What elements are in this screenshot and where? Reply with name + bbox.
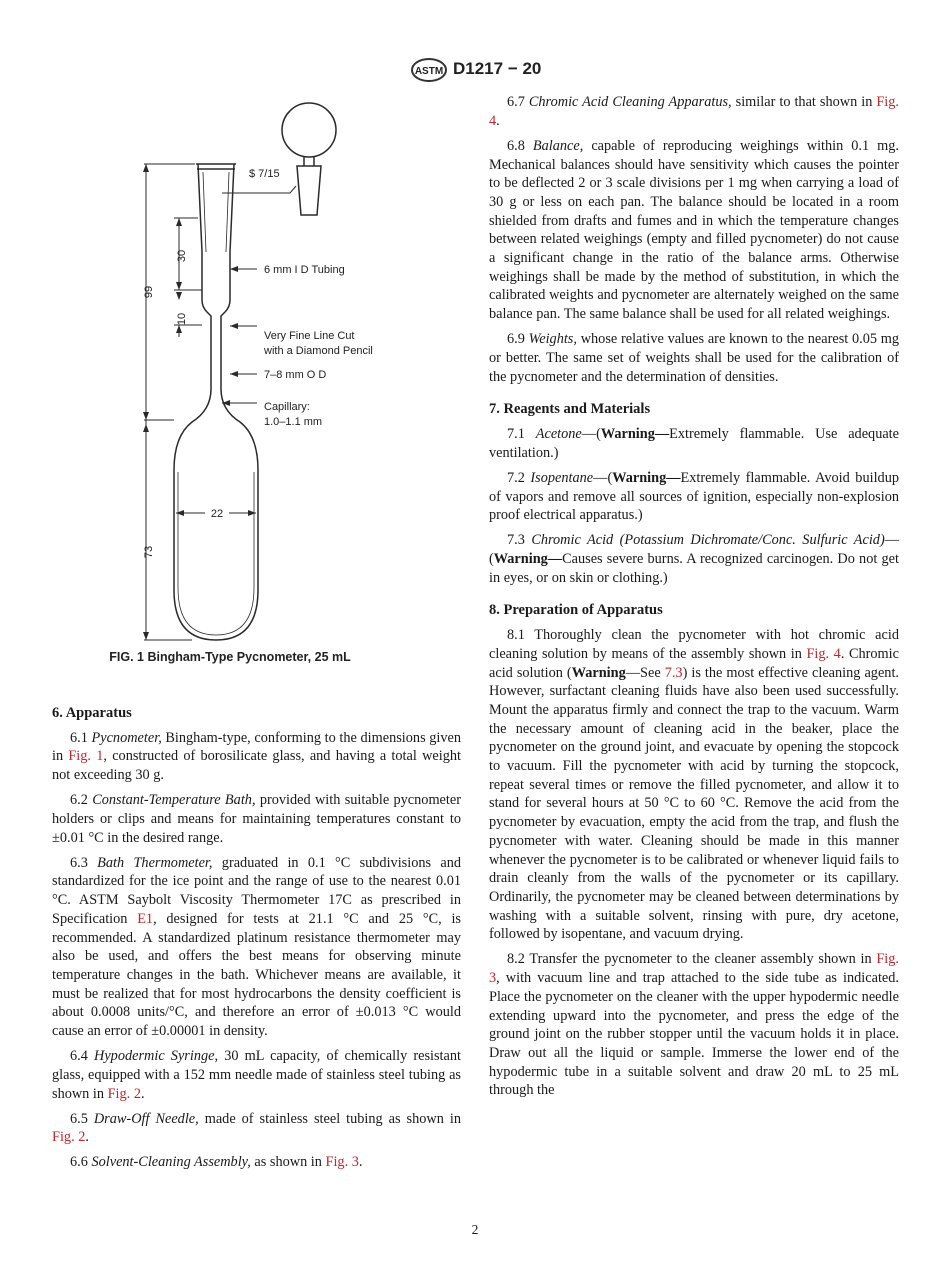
page-header bbox=[0, 58, 950, 84]
right-column bbox=[489, 93, 899, 1107]
label-joint: $ 7/15 bbox=[249, 168, 280, 180]
document-id: D1217 − 20 bbox=[453, 59, 542, 78]
label-capillary1: Capillary: bbox=[264, 401, 310, 413]
paragraph-8-2: 8.2 Transfer the pycnometer to the cleaner assembly shown in Fig. 3, with vacuum line and trap attached to the side tube as indicated. Place the pycnometer on the cleaner with the upper hypodermic needle extending upward into the pycnometer, and press the edge of the ground joint on the rubber stopper until the vacuum holds it in place. Draw out all the liquid or sample. Immerse the lower end of the hypodermic tube in a suitable solvent and draw 20 mL to 25 mL through the bbox=[489, 951, 899, 1099]
label-capillary2: 1.0–1.1 mm bbox=[264, 416, 323, 428]
paragraph-6-1: 6.1 Pycnometer, Bingham-type, conforming to the dimensions given in Fig. 1, constructed of borosilicate glass, and having a total weight not exceeding 30 g. bbox=[52, 729, 462, 784]
dim-22: 22 bbox=[210, 508, 224, 520]
label-cut-line2: with a Diamond Pencil bbox=[264, 345, 373, 357]
section-heading: 6. Apparatus bbox=[52, 705, 132, 721]
paragraph-7-2: 7.2 Isopentane—(Warning—Extremely flammable. Avoid buildup of vapors and remove all sources of ignition, especially non-explosion proof electrical apparatus.) bbox=[489, 469, 899, 524]
paragraph-6-5: 6.5 Draw-Off Needle, made of stainless steel tubing as shown in Fig. 2. bbox=[52, 1110, 461, 1146]
label-od: 7–8 mm O D bbox=[264, 369, 327, 381]
paragraph-7-1: 7.1 Acetone—(Warning—Extremely flammable. Use adequate ventilation.) bbox=[489, 426, 900, 461]
paragraph-8-1: 8.1 Thoroughly clean the pycnometer with hot chromic acid cleaning solution by means of the assembly shown in Fig. 4. Chromic acid solution (Warning—See 7.3) is the most effective cleaning agent. However, surfactant cleaning fluids have also been used successfully. Mount the apparatus firmly and connect the trap to the vacuum. Warm the necessary amount of cleaning acid in the beaker, place the pycnometer on the ground joint, and evacuate by opening the stopcock to vacuum. Fill the pycnometer with acid by turning the stopcock, repeat several times or remove the filled pycnometer, and allow it to stand for several hours at 50 °C to 60 °C. Remove the acid from the pycnometer by evacuation, empty the acid from the trap, and flush the pycnometer with water. Cleaning should be made in this manner whenever the pycnometer is to be calibrated or whenever liquid fails to drain cleanly from the walls of the pycnometer or its capillary. Ordinarily, the pycnometer may be cleaned between determinations by washing with a suitable solvent, rinsing with pure, dry acetone, followed by isopentane, and vacuum drying. bbox=[489, 627, 900, 943]
paragraph-6-8: 6.8 Balance, capable of reproducing weighings within 0.1 mg. Mechanical balances should have sensitivity which causes the pointer to be deflected 2 or 3 scale divisions per 1 mg when carrying a load of 30 g or less on each pan. The balance should be located in a room shielded from drafts and fumes and in which the temperature changes between related weighings (empty and filled pycnometer) do not cause a significant change in the ratio of the balance arms. Otherwise weighings shall be made by the method of substitution, in which the calibrated weights and pycnometer are alternately weighed on the same balance pan. The same balance shall be used for all related weighings. bbox=[489, 137, 900, 323]
figure-1 bbox=[52, 92, 462, 672]
section-heading: 8. Preparation of Apparatus bbox=[489, 602, 663, 619]
figure-link[interactable]: Fig. 2 bbox=[107, 1085, 141, 1102]
label-cut-line1: Very Fine Line Cut bbox=[264, 330, 355, 342]
figure-link[interactable]: Fig. 4 bbox=[489, 94, 900, 129]
astm-logo bbox=[410, 58, 448, 82]
dim-99: 99 bbox=[143, 285, 155, 299]
dim-10: 10 bbox=[176, 312, 188, 326]
left-column bbox=[52, 704, 461, 1179]
figure-caption: FIG. 1 Bingham-Type Pycnometer, 25 mL bbox=[109, 650, 351, 664]
dim-73: 73 bbox=[143, 545, 155, 559]
pycnometer-diagram bbox=[52, 92, 462, 652]
paragraph-6-3: 6.3 Bath Thermometer, graduated in 0.1 °C subdivisions and standardized for the ice point and the range of use to the nearest 0.01 °C. ASTM Saybolt Viscosity Thermometer 17C as prescribed in Specification E1, designed for tests at 21.1 °C and 25 °C, is recommended. A standardized platinum resistance thermometer may also be used, and offers the best means for observing minute temperature changes in the bath. Whichever means are available, it must be realized that for most hydrocarbons the density coefficient is about 0.0008 units/°C, and therefore an error of ±0.013 °C would cause an error of ±0.00001 in density. bbox=[52, 854, 461, 1040]
page-number: 2 bbox=[471, 1222, 479, 1237]
figure-link[interactable]: Fig. 3 bbox=[325, 1154, 359, 1171]
paragraph-6-7: 6.7 Chromic Acid Cleaning Apparatus, similar to that shown in Fig. 4. bbox=[489, 94, 900, 129]
standard-link[interactable]: E1 bbox=[137, 910, 154, 927]
svg-text:ASTM: ASTM bbox=[414, 66, 444, 77]
section-link[interactable]: 7.3 bbox=[664, 664, 683, 681]
paragraph-7-3: 7.3 Chromic Acid (Potassium Dichromate/Conc. Sulfuric Acid)—(Warning—Causes severe burns. A recognized carcinogen. Do not get in eyes, or on skin or clothing.) bbox=[489, 532, 899, 586]
paragraph-6-4: 6.4 Hypodermic Syringe, 30 mL capacity, of chemically resistant glass, equipped with a 152 mm needle made of stainless steel tubing as shown in Fig. 2. bbox=[52, 1048, 461, 1102]
dim-30: 30 bbox=[176, 249, 188, 263]
paragraph-6-2: 6.2 Constant-Temperature Bath, provided with suitable pycnometer holders or clips and means for maintaining temperatures constant to ±0.01 °C in the desired range. bbox=[52, 792, 461, 846]
section-heading: 7. Reagents and Materials bbox=[489, 401, 651, 418]
label-tubing: 6 mm I D Tubing bbox=[264, 264, 345, 276]
figure-link[interactable]: Fig. 3 bbox=[489, 951, 899, 987]
figure-link[interactable]: Fig. 4 bbox=[806, 645, 841, 662]
paragraph-6-6: 6.6 Solvent-Cleaning Assembly, as shown in Fig. 3. bbox=[70, 1154, 363, 1171]
paragraph-6-9: 6.9 Weights, whose relative values are known to the nearest 0.05 mg or better. The same set of weights shall be used for the calibration of the pycnometer and the determination of densities. bbox=[489, 331, 900, 385]
figure-link[interactable]: Fig. 2 bbox=[52, 1129, 86, 1146]
figure-link[interactable]: Fig. 1 bbox=[68, 748, 104, 765]
